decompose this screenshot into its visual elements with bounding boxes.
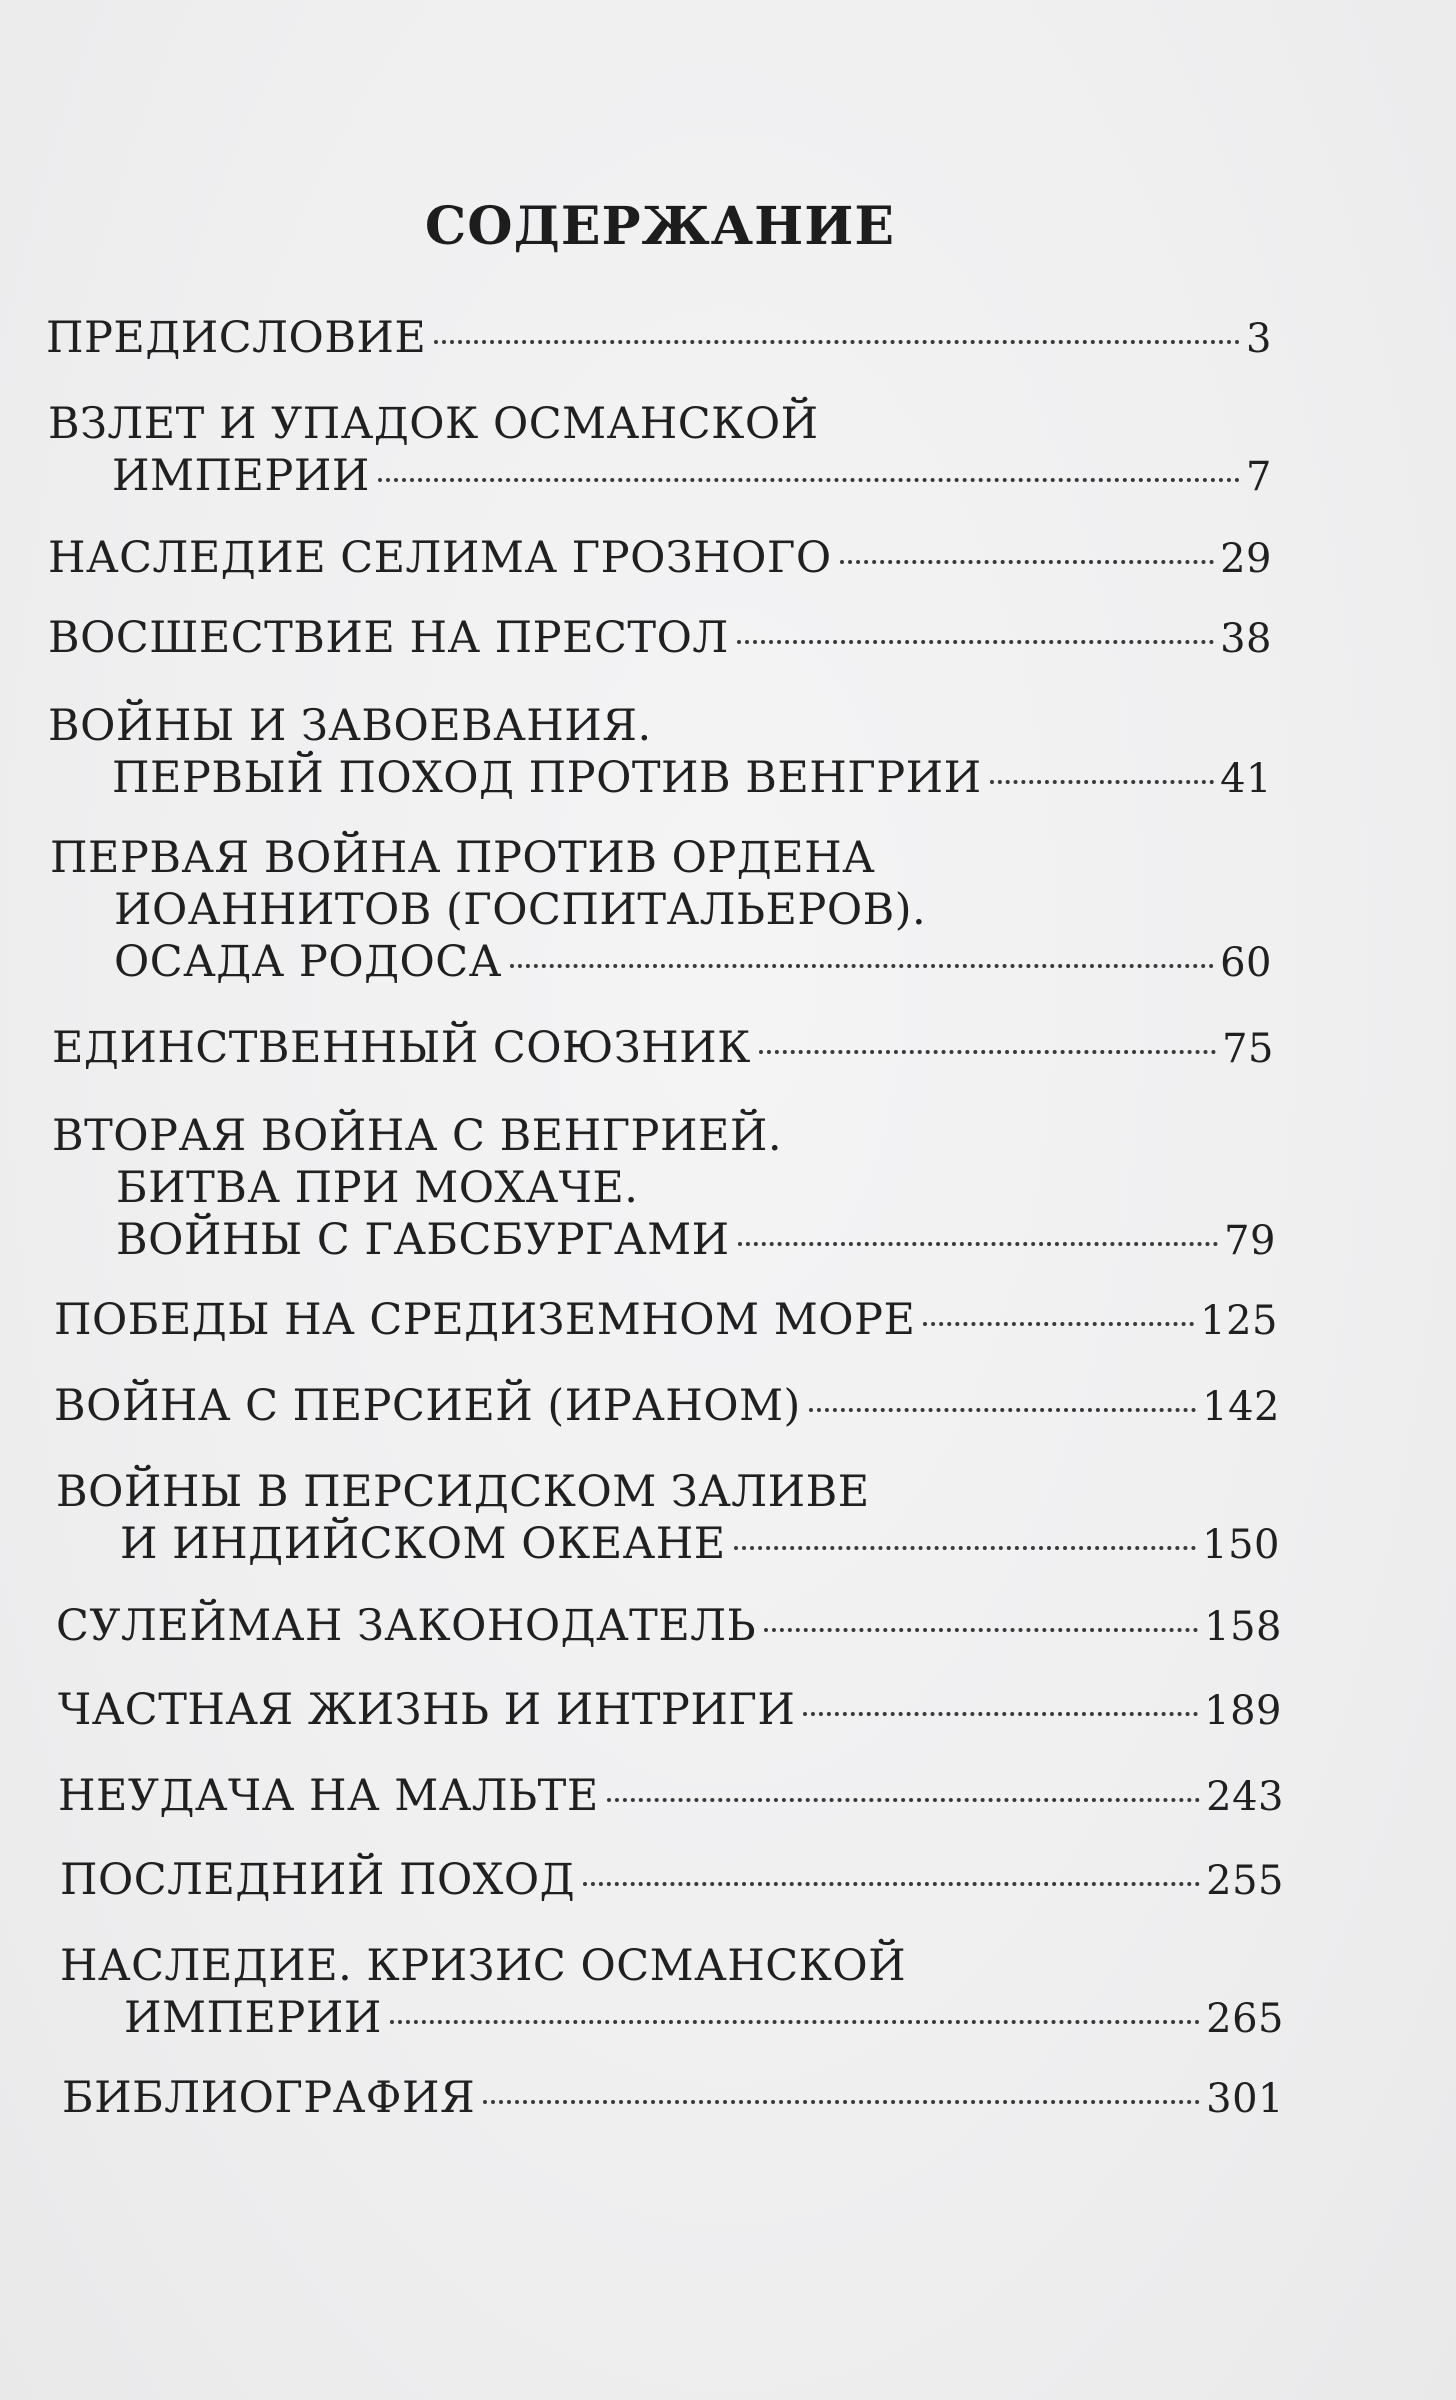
dot-leader [990,780,1214,784]
toc-entry-title-line: НЕУДАЧА НА МАЛЬТЕ [58,1771,599,1821]
toc-page-number: 60 [1220,940,1272,986]
dot-leader [809,1408,1196,1412]
toc-entry-row [56,1600,1282,1653]
toc-entry-title-line: ПЕРВАЯ ВОЙНА ПРОТИВ ОРДЕНА [50,833,876,883]
dot-leader [840,560,1214,564]
toc-entry-title-line: ВОЙНЫ В ПЕРСИДСКОМ ЗАЛИВЕ [56,1467,870,1517]
toc-entry[interactable] [48,532,1272,585]
toc-entry-row [50,936,1272,989]
toc-entry[interactable] [54,1294,1278,1347]
toc-page-number: 3 [1246,316,1272,362]
dot-leader [378,478,1240,482]
toc-entry[interactable] [60,1854,1284,1907]
toc-entry-title-line: СУЛЕЙМАН ЗАКОНОДАТЕЛЬ [56,1601,757,1651]
toc-entry-row [58,1684,1282,1737]
dot-leader [390,2020,1200,2024]
toc-entry-title-line: И ИНДИЙСКОМ ОКЕАНЕ [120,1519,726,1569]
toc-page-number: 38 [1220,616,1272,662]
dot-leader [734,1546,1197,1550]
toc-page-number: 189 [1204,1688,1282,1734]
dot-leader [607,1798,1200,1802]
toc-entry[interactable] [58,1684,1282,1737]
toc-entry-title-line: БИБЛИОГРАФИЯ [62,2073,476,2123]
toc-entry-title-line: НАСЛЕДИЕ СЕЛИМА ГРОЗНОГО [48,533,832,583]
dot-leader [738,1242,1218,1246]
toc-entry-row [48,532,1272,585]
toc-entry-title-line: ЧАСТНАЯ ЖИЗНЬ И ИНТРИГИ [58,1685,796,1735]
toc-entry-title-line: ИМПЕРИИ [112,451,370,501]
toc-page-number: 150 [1202,1522,1280,1568]
toc-entry-title-line: ПРЕДИСЛОВИЕ [46,313,427,363]
toc-entry-row [48,612,1272,665]
toc-entry-title-line: ИМПЕРИИ [124,1993,382,2043]
toc-entry-row [48,450,1272,503]
toc-entry[interactable] [50,832,1272,989]
dot-leader [764,1628,1198,1632]
dot-leader [803,1712,1198,1716]
toc-entry-row [60,1992,1284,2045]
dot-leader [759,1050,1216,1054]
dot-leader [737,640,1214,644]
toc-entry-row [60,1854,1284,1907]
toc-entry[interactable] [58,1770,1284,1823]
toc-entry-title-line: ВОЙНЫ И ЗАВОЕВАНИЯ. [48,701,652,751]
toc-entry-title-line: ВОЙНЫ С ГАБСБУРГАМИ [116,1215,730,1265]
toc-entry[interactable] [52,1110,1276,1267]
toc-entry-row [56,1518,1280,1571]
toc-entry-title-line: ЕДИНСТВЕННЫЙ СОЮЗНИК [52,1023,751,1073]
toc-entry[interactable] [56,1600,1282,1653]
toc-page-number: 125 [1200,1298,1278,1344]
toc-page-number: 255 [1206,1858,1284,1904]
toc-page-number: 29 [1220,536,1272,582]
toc-page-number: 41 [1220,756,1272,802]
toc-page-number: 265 [1206,1996,1284,2042]
toc-entry-row [54,1380,1280,1433]
toc-entry[interactable] [60,1940,1284,2045]
toc-entry-title-line: ВТОРАЯ ВОЙНА С ВЕНГРИЕЙ. [52,1111,783,1161]
toc-entry-title-line: ПОБЕДЫ НА СРЕДИЗЕМНОМ МОРЕ [54,1295,916,1345]
dot-leader [510,964,1214,968]
toc-entry-title-line: НАСЛЕДИЕ. КРИЗИС ОСМАНСКОЙ [60,1941,907,1991]
toc-entry-title-line: ИОАННИТОВ (ГОСПИТАЛЬЕРОВ). [114,885,927,935]
toc-entry-title-line: БИТВА ПРИ МОХАЧЕ. [116,1163,639,1213]
toc-entry-title-line: ВОСШЕСТВИЕ НА ПРЕСТОЛ [48,613,729,663]
toc-entry[interactable] [56,1466,1280,1571]
toc-entry-row [48,752,1272,805]
toc-entry[interactable] [48,612,1272,665]
toc-page-number: 79 [1224,1218,1276,1264]
toc-entry-row [52,1022,1274,1075]
toc-entry-row [52,1214,1276,1267]
toc-page-number: 243 [1206,1774,1284,1820]
toc-page-number: 158 [1204,1604,1282,1650]
toc-entry-title-line: ВЗЛЕТ И УПАДОК ОСМАНСКОЙ [48,399,819,449]
toc-page-number: 301 [1206,2076,1284,2122]
toc-entry-row [46,312,1272,365]
toc-entry-title-line: ПЕРВЫЙ ПОХОД ПРОТИВ ВЕНГРИИ [112,753,982,803]
toc-entry-title-line: ОСАДА РОДОСА [114,937,502,987]
toc-page-number: 7 [1246,454,1272,500]
toc-entry[interactable] [52,1022,1274,1075]
toc-entry-row [54,1294,1278,1347]
toc-entry[interactable] [48,700,1272,805]
toc-entry-row [58,1770,1284,1823]
toc-page-number: 142 [1202,1384,1280,1430]
dot-leader [483,2100,1200,2104]
toc-entry-row [62,2072,1284,2125]
toc-entry-title-line: ВОЙНА С ПЕРСИЕЙ (ИРАНОМ) [54,1381,801,1431]
toc-entry[interactable] [62,2072,1284,2125]
toc-page-number: 75 [1222,1026,1274,1072]
dot-leader [434,340,1240,344]
toc-entry[interactable] [54,1380,1280,1433]
dot-leader [923,1322,1194,1326]
toc-entry[interactable] [48,398,1272,503]
page-title: СОДЕРЖАНИЕ [424,196,896,257]
dot-leader [583,1882,1200,1886]
toc-entry[interactable] [46,312,1272,365]
toc-entry-title-line: ПОСЛЕДНИЙ ПОХОД [60,1855,576,1905]
